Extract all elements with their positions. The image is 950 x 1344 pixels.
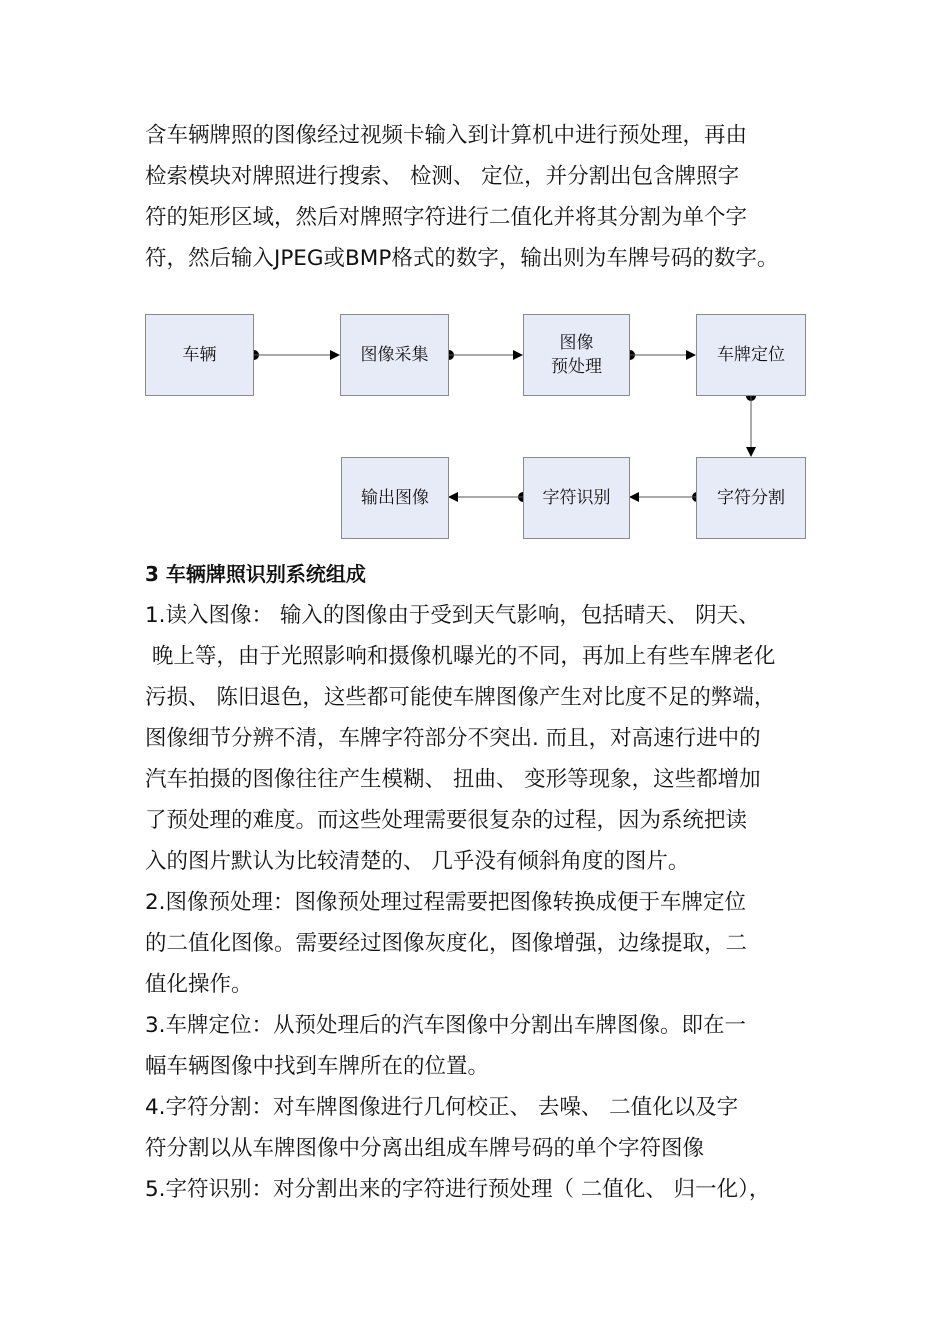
flow-box-capture (340, 314, 449, 396)
body-line: 1.读入图像： 输入的图像由于受到天气影响，包括晴天、 阴天、 (145, 603, 760, 628)
connector-preprocess-locate (625, 350, 695, 360)
intro-line: 含车辆牌照的图像经过视频卡输入到计算机中进行预处理，再由 (145, 123, 748, 148)
body-line: 5.字符识别：对分割出来的字符进行预处理（ 二值化、 归一化）， (145, 1177, 771, 1202)
body-line: 晚上等，由于光照影响和摄像机曝光的不同，再加上有些车牌老化 (145, 644, 776, 669)
body-line: 汽车拍摄的图像往往产生模糊、 扭曲、 变形等现象，这些都增加 (145, 767, 761, 792)
flow-label: 预处理 (551, 357, 602, 377)
body-line: 的二值化图像。需要经过图像灰度化，图像增强，边缘提取，二 (145, 931, 748, 956)
connector-vehicle-capture (249, 350, 339, 360)
flow-label: 字符识别 (542, 488, 611, 508)
connector-capture-preprocess (444, 350, 522, 360)
section-heading: 3 车辆牌照识别系统组成 (145, 562, 366, 586)
flow-box-output (341, 457, 449, 539)
body-line: 2.图像预处理：图像预处理过程需要把图像转换成便于车牌定位 (145, 890, 747, 915)
flowchart-connectors (0, 0, 950, 560)
intro-line: 符的矩形区域，然后对牌照字符进行二值化并将其分割为单个字 (145, 205, 748, 230)
flow-box-locate (696, 314, 806, 396)
flow-label: 字符分割 (717, 488, 785, 508)
body-line: 了预处理的难度。而这些处理需要很复杂的过程，因为系统把读 (145, 808, 748, 833)
body-line: 图像细节分辨不清，车牌字符部分不突出. 而且，对高速行进中的 (145, 726, 761, 751)
body-line: 符分割以从车牌图像中分离出组成车牌号码的单个字符图像 (145, 1136, 705, 1161)
body-line: 入的图片默认为比较清楚的、 几乎没有倾斜角度的图片。 (145, 849, 690, 874)
connector-locate-segment (746, 391, 756, 456)
flow-label: 输出图像 (361, 488, 429, 508)
intro-line: 符，然后输入JPEG或BMP格式的数字，输出则为车牌号码的数字。 (145, 246, 779, 271)
intro-line: 检索模块对牌照进行搜索、 检测、 定位，并分割出包含牌照字 (145, 164, 740, 189)
flow-box-vehicle (145, 314, 254, 396)
flow-label: 图像 (559, 333, 594, 353)
flow-label: 车牌定位 (717, 345, 785, 365)
body-line: 污损、 陈旧退色，这些都可能使车牌图像产生对比度不足的弊端， (145, 685, 776, 710)
body-line: 4.字符分割：对车牌图像进行几何校正、 去噪、 二值化以及字 (145, 1095, 739, 1120)
flow-box-recognize (523, 457, 630, 539)
flow-box-preprocess (523, 314, 630, 396)
body-line: 3.车牌定位：从预处理后的汽车图像中分割出车牌图像。即在一 (145, 1013, 747, 1038)
flow-label: 车辆 (182, 345, 217, 365)
body-text (145, 595, 825, 1210)
flow-box-segment (696, 457, 806, 539)
connector-segment-recognize (630, 492, 702, 502)
body-line: 值化操作。 (145, 972, 253, 997)
connector-recognize-output (449, 492, 528, 502)
flow-label: 图像采集 (360, 345, 429, 365)
body-line: 幅车辆图像中找到车牌所在的位置。 (145, 1054, 490, 1079)
